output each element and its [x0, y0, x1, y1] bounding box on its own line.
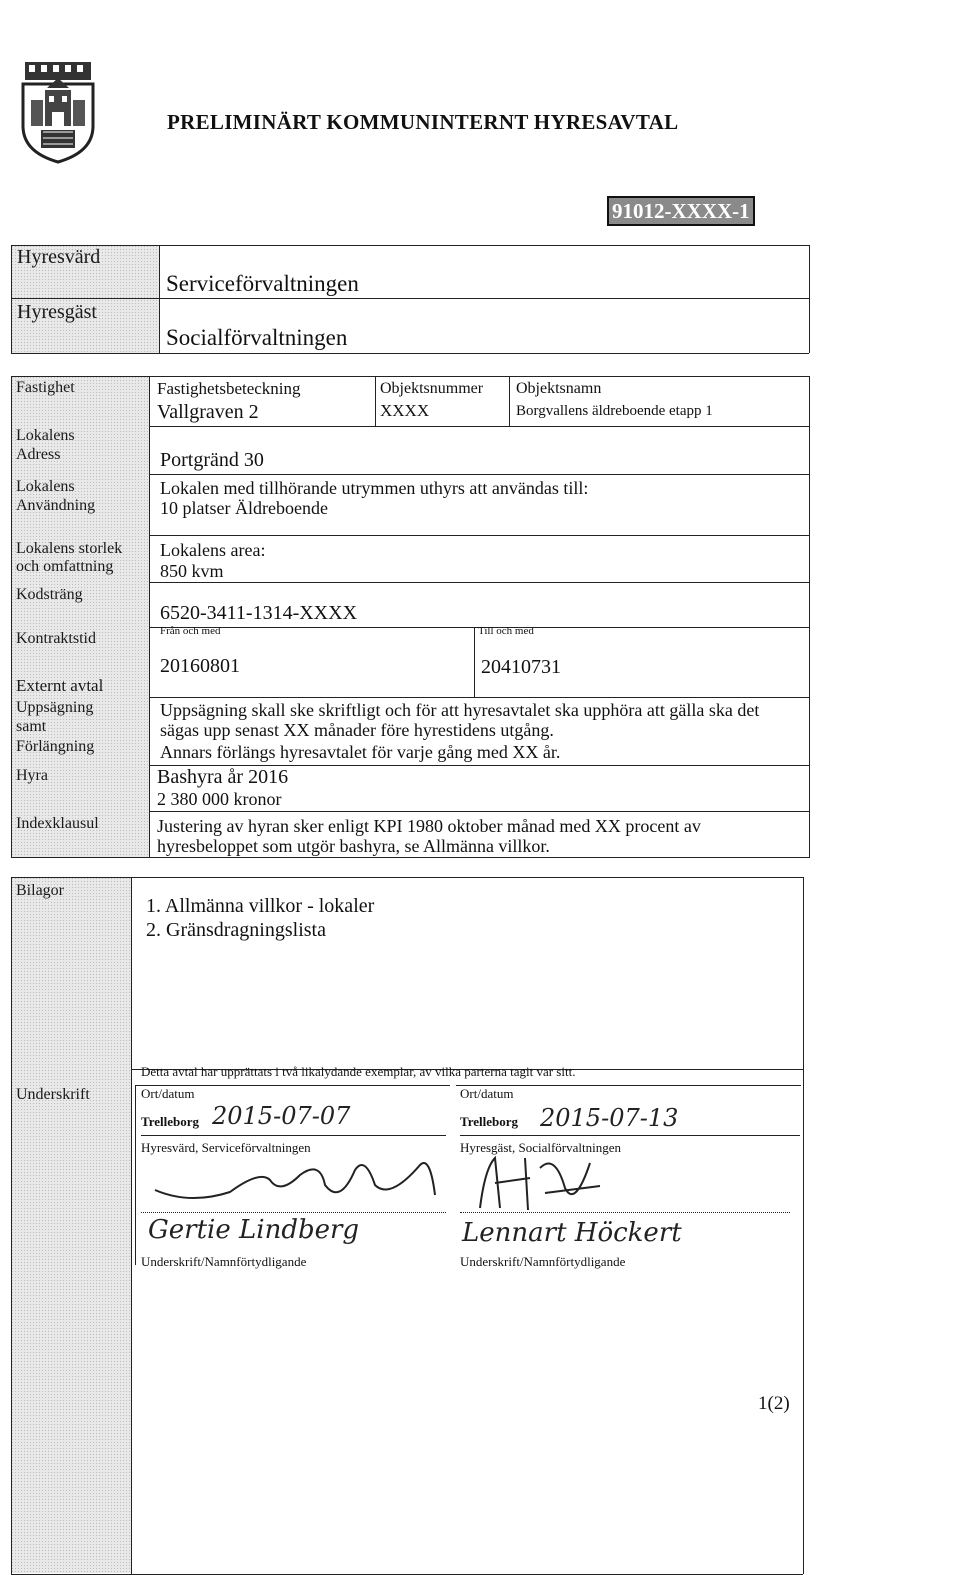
document-number-badge — [607, 196, 755, 226]
area-label: Lokalens area: — [160, 540, 266, 560]
tenant-label: Hyresgäst — [17, 301, 97, 323]
index-clause-label: Indexklausul — [16, 815, 99, 832]
left-signature-scribble — [150, 1150, 450, 1214]
page-number: 1(2) — [758, 1393, 790, 1414]
attachments-label: Bilagor — [16, 882, 64, 899]
left-date-handwritten: 2015-07-07 — [212, 1102, 351, 1130]
tenant-value: Socialförvaltningen — [166, 325, 348, 350]
external-contract-label: Externt avtal — [16, 676, 104, 695]
document-title: PRELIMINÄRT KOMMUNINTERNT HYRESAVTAL — [167, 110, 679, 134]
size-label-1: Lokalens storlek — [16, 540, 123, 557]
usage-line-1: Lokalen med tillhörande utrymmen uthyrs att användas till: — [160, 478, 589, 498]
contract-period-label: Kontraktstid — [16, 630, 96, 647]
landlord-label: Hyresvärd — [17, 246, 101, 268]
address-value: Portgränd 30 — [160, 449, 264, 471]
from-date-label: Från och med — [160, 625, 221, 637]
termination-line-2: sägas upp senast XX månader före hyrestidens utgång. — [160, 720, 554, 740]
right-place: Trelleborg — [460, 1114, 519, 1129]
from-date-value: 20160801 — [160, 655, 240, 677]
termination-label-1: Uppsägning — [16, 699, 94, 716]
termination-line-1: Uppsägning skall ske skriftligt och för att hyresavtalet ska upphöra att gälla ska det — [160, 700, 760, 720]
address-label-2: Adress — [16, 446, 61, 463]
right-name-handwritten: Lennart Höckert — [462, 1218, 682, 1248]
usage-line-2: 10 platser Äldreboende — [160, 498, 328, 518]
document-number: 91012-XXXX-1 — [612, 199, 750, 223]
termination-label-2: samt — [16, 718, 47, 735]
right-date-handwritten: 2015-07-13 — [540, 1104, 679, 1132]
object-name-value: Borgvallens äldreboende etapp 1 — [516, 403, 713, 419]
index-line-2: hyresbeloppet som utgör bashyra, se Allmänna villkor. — [157, 836, 550, 856]
left-place: Trelleborg — [141, 1114, 200, 1129]
signature-label: Underskrift — [16, 1086, 90, 1103]
rent-line-1: Bashyra år 2016 — [157, 766, 289, 788]
municipal-crest-icon — [17, 60, 99, 164]
termination-line-3: Annars förlängs hyresavtalet för varje gång med XX år. — [160, 742, 561, 762]
area-value: 850 kvm — [160, 561, 224, 581]
right-party: Hyresgäst, Socialförvaltningen — [460, 1140, 622, 1155]
right-signature-scribble — [470, 1148, 630, 1218]
left-party: Hyresvärd, Serviceförvaltningen — [141, 1140, 311, 1155]
usage-label-1: Lokalens — [16, 478, 75, 495]
left-place-date-label: Ort/datum — [141, 1086, 195, 1101]
to-date-value: 20410731 — [481, 656, 561, 678]
object-number-value: XXXX — [380, 401, 430, 420]
signature-intro: Detta avtal har upprättats i två likalydande exemplar, av vilka parterna tagit var sitt. — [141, 1064, 576, 1079]
code-value: 6520-3411-1314-XXXX — [160, 602, 358, 624]
property-label: Fastighet — [16, 379, 75, 396]
rent-line-2: 2 380 000 kronor — [157, 789, 282, 809]
object-number-label: Objektsnummer — [380, 380, 484, 397]
termination-label-3: Förlängning — [16, 738, 95, 755]
left-signature-caption: Underskrift/Namnförtydligande — [141, 1254, 307, 1269]
left-name-handwritten: Gertie Lindberg — [148, 1215, 360, 1245]
landlord-value: Serviceförvaltningen — [166, 271, 359, 296]
designation-label: Fastighetsbeteckning — [157, 379, 301, 398]
attachment-item-2: 2. Gränsdragningslista — [146, 919, 326, 941]
designation-value: Vallgraven 2 — [157, 401, 259, 423]
attachment-item-1: 1. Allmänna villkor - lokaler — [146, 895, 375, 917]
right-place-date-label: Ort/datum — [460, 1086, 514, 1101]
right-signature-caption: Underskrift/Namnförtydligande — [460, 1254, 626, 1269]
usage-label-2: Användning — [16, 497, 96, 514]
rent-label: Hyra — [16, 767, 48, 784]
address-label-1: Lokalens — [16, 427, 75, 444]
size-label-2: och omfattning — [16, 558, 114, 575]
to-date-label: Till och med — [478, 625, 534, 637]
code-label: Kodsträng — [16, 586, 83, 603]
object-name-label: Objektsnamn — [516, 380, 602, 397]
index-line-1: Justering av hyran sker enligt KPI 1980 oktober månad med XX procent av — [157, 816, 701, 836]
